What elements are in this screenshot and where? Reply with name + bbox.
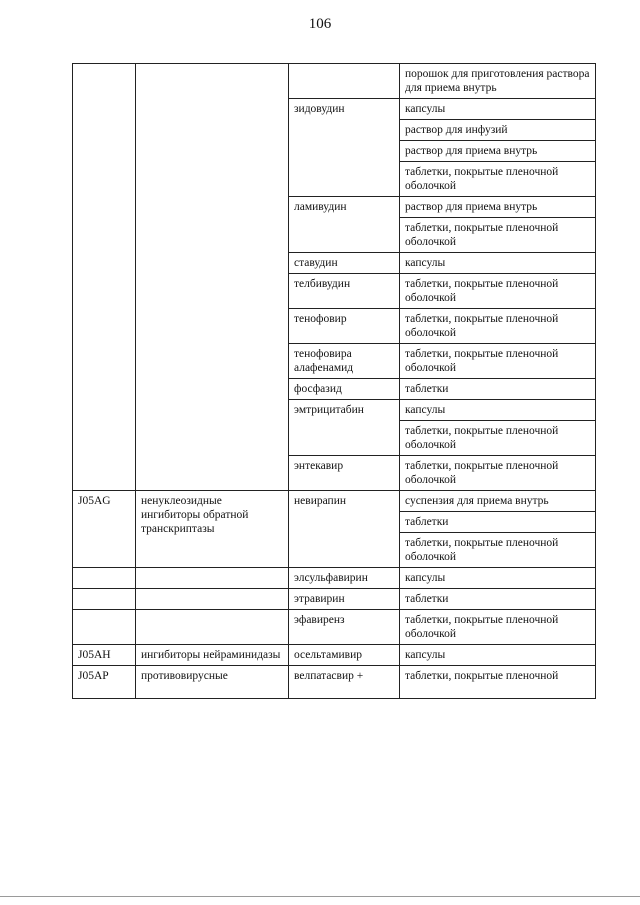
group-name-cell: противовирусные: [136, 666, 289, 699]
drug-name-cell: эфавиренз: [289, 610, 400, 645]
drug-name-cell: ламивудин: [289, 197, 400, 253]
dosage-form-cell: таблетки, покрытые пленочной оболочкой: [400, 533, 596, 568]
drug-name-cell: телбивудин: [289, 274, 400, 309]
drug-name-cell: зидовудин: [289, 99, 400, 197]
dosage-form-cell: раствор для приема внутрь: [400, 197, 596, 218]
dosage-form-cell: таблетки, покрытые пленочной оболочкой: [400, 456, 596, 491]
dosage-form-cell: раствор для инфузий: [400, 120, 596, 141]
dosage-form-cell: суспензия для приема внутрь: [400, 491, 596, 512]
dosage-form-cell: таблетки, покрытые пленочной оболочкой: [400, 421, 596, 456]
page-number: 106: [308, 16, 332, 32]
group-name-cell: [136, 610, 289, 645]
dosage-form-cell: капсулы: [400, 99, 596, 120]
dosage-form-cell: капсулы: [400, 568, 596, 589]
group-name-cell: ненуклеозидные ингибиторы обратной транскриптазы: [136, 491, 289, 568]
group-name-cell: [136, 589, 289, 610]
table-row: [73, 589, 596, 610]
dosage-form-cell: таблетки: [400, 379, 596, 400]
dosage-form-cell: таблетки: [400, 589, 596, 610]
dosage-form-cell: таблетки, покрытые пленочной оболочкой: [400, 344, 596, 379]
drug-name-cell: ставудин: [289, 253, 400, 274]
group-name-cell: [136, 568, 289, 589]
table-row: [73, 645, 596, 666]
drug-name-cell: осельтамивир: [289, 645, 400, 666]
drug-name-cell: велпатасвир +: [289, 666, 400, 699]
group-name-cell: ингибиторы нейраминидазы: [136, 645, 289, 666]
dosage-form-cell: таблетки, покрытые пленочной: [400, 666, 596, 699]
atc-code-cell: J05AG: [73, 491, 136, 568]
group-name-cell: [136, 64, 289, 491]
atc-code-cell: [73, 610, 136, 645]
drug-table: [72, 63, 596, 699]
page-bottom-edge: [0, 896, 640, 897]
dosage-form-cell: капсулы: [400, 400, 596, 421]
table-row: [73, 491, 596, 512]
drug-name-cell: [289, 64, 400, 99]
dosage-form-cell: раствор для приема внутрь: [400, 141, 596, 162]
dosage-form-cell: таблетки, покрытые пленочной оболочкой: [400, 218, 596, 253]
drug-name-cell: тенофовир: [289, 309, 400, 344]
dosage-form-cell: таблетки, покрытые пленочной оболочкой: [400, 162, 596, 197]
table-row: [73, 568, 596, 589]
dosage-form-cell: таблетки, покрытые пленочной оболочкой: [400, 309, 596, 344]
drug-name-cell: энтекавир: [289, 456, 400, 491]
dosage-form-cell: таблетки: [400, 512, 596, 533]
dosage-form-cell: капсулы: [400, 645, 596, 666]
atc-code-cell: [73, 64, 136, 491]
drug-name-cell: элсульфавирин: [289, 568, 400, 589]
dosage-form-cell: таблетки, покрытые пленочной оболочкой: [400, 610, 596, 645]
atc-code-cell: [73, 589, 136, 610]
dosage-form-cell: порошок для приготовления раствора для приема внутрь: [400, 64, 596, 99]
drug-name-cell: тенофовира алафенамид: [289, 344, 400, 379]
drug-name-cell: эмтрицитабин: [289, 400, 400, 456]
dosage-form-cell: капсулы: [400, 253, 596, 274]
atc-code-cell: [73, 568, 136, 589]
drug-name-cell: этравирин: [289, 589, 400, 610]
drug-name-cell: фосфазид: [289, 379, 400, 400]
table-row: [73, 666, 596, 699]
dosage-form-cell: таблетки, покрытые пленочной оболочкой: [400, 274, 596, 309]
table-row: [73, 610, 596, 645]
atc-code-cell: J05AP: [73, 666, 136, 699]
atc-code-cell: J05AH: [73, 645, 136, 666]
drug-name-cell: невирапин: [289, 491, 400, 568]
table-row: [73, 64, 596, 99]
